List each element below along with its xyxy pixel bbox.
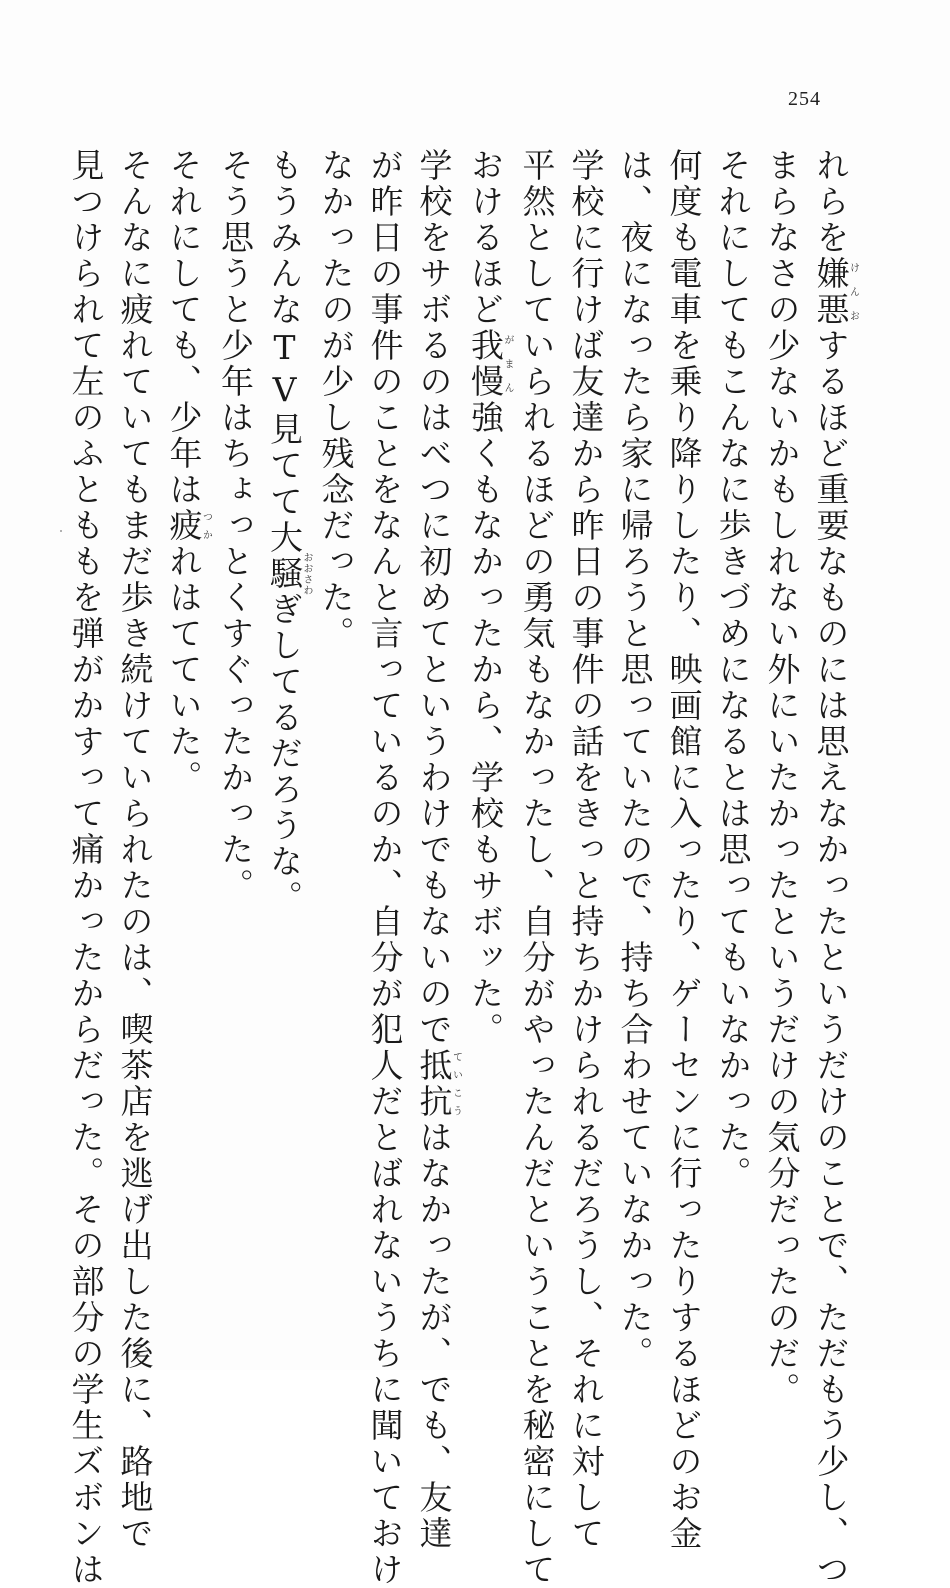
text-line: れらを嫌悪けんおするほど重要なものには思えなかったというだけのことで、ただもう少し、つ	[811, 148, 859, 1588]
text-line: 何度も電車を乗り降りしたり、映画館に入ったり、ゲーセンに行ったりするほどのお金	[664, 148, 704, 1552]
text-line: もうみんなTV見てて大騒おおさわぎしてるだろうな。	[265, 148, 312, 916]
ruby-reading: ていこう	[450, 1048, 462, 1120]
scan-speck	[60, 530, 62, 532]
ruby-reading: おおさわ	[301, 552, 312, 596]
text-line: おけるほど我慢がまん強くもなかったから、学校もサボッた。	[466, 148, 513, 1048]
ruby-reading: がまん	[502, 328, 513, 400]
text-line: 平然としていられるほどの勇気もなかったし、自分がやったんだということを秘密にして	[517, 148, 557, 1588]
page-number: 254	[788, 88, 821, 110]
text-line: そんなに疲れていてもまだ歩き続けていられたのは、喫茶店を逃げ出した後に、路地で	[115, 148, 155, 1552]
novel-text-body	[66, 148, 859, 1588]
ruby-reading: けんお	[847, 256, 859, 328]
text-line: 学校に行けば友達から昨日の事件の話をきっと持ちかけられるだろうし、それに対して	[566, 148, 606, 1552]
text-line: 学校をサボるのはべつに初めてというわけでもないので抵抗ていこうはなかったが、でも、友達	[414, 148, 462, 1552]
text-line: は、夜になったら家に帰ろうと思っていたので、持ち合わせていなかった。	[615, 148, 655, 1372]
text-line: が昨日の事件のことをなんと言っているのか、自分が犯人だとばれないうちに聞いておけ	[365, 148, 405, 1588]
text-line: それにしてもこんなに歩きづめになるとは思ってもいなかった。	[713, 148, 753, 1192]
text-line: まらなさの少ないかもしれない外にいたかったというだけの気分だったのだ。	[762, 148, 802, 1408]
text-line: なかったのが少し残念だった。	[316, 148, 356, 652]
ruby-reading: つか	[200, 508, 212, 544]
text-line: それにしても、少年は疲つかれはてていた。	[164, 148, 212, 796]
text-line: 見つけられて左のふとももを弾がかすって痛かったからだった。その部分の学生ズボンは	[66, 148, 106, 1588]
text-line: そう思うと少年はちょっとくすぐったかった。	[216, 148, 255, 904]
